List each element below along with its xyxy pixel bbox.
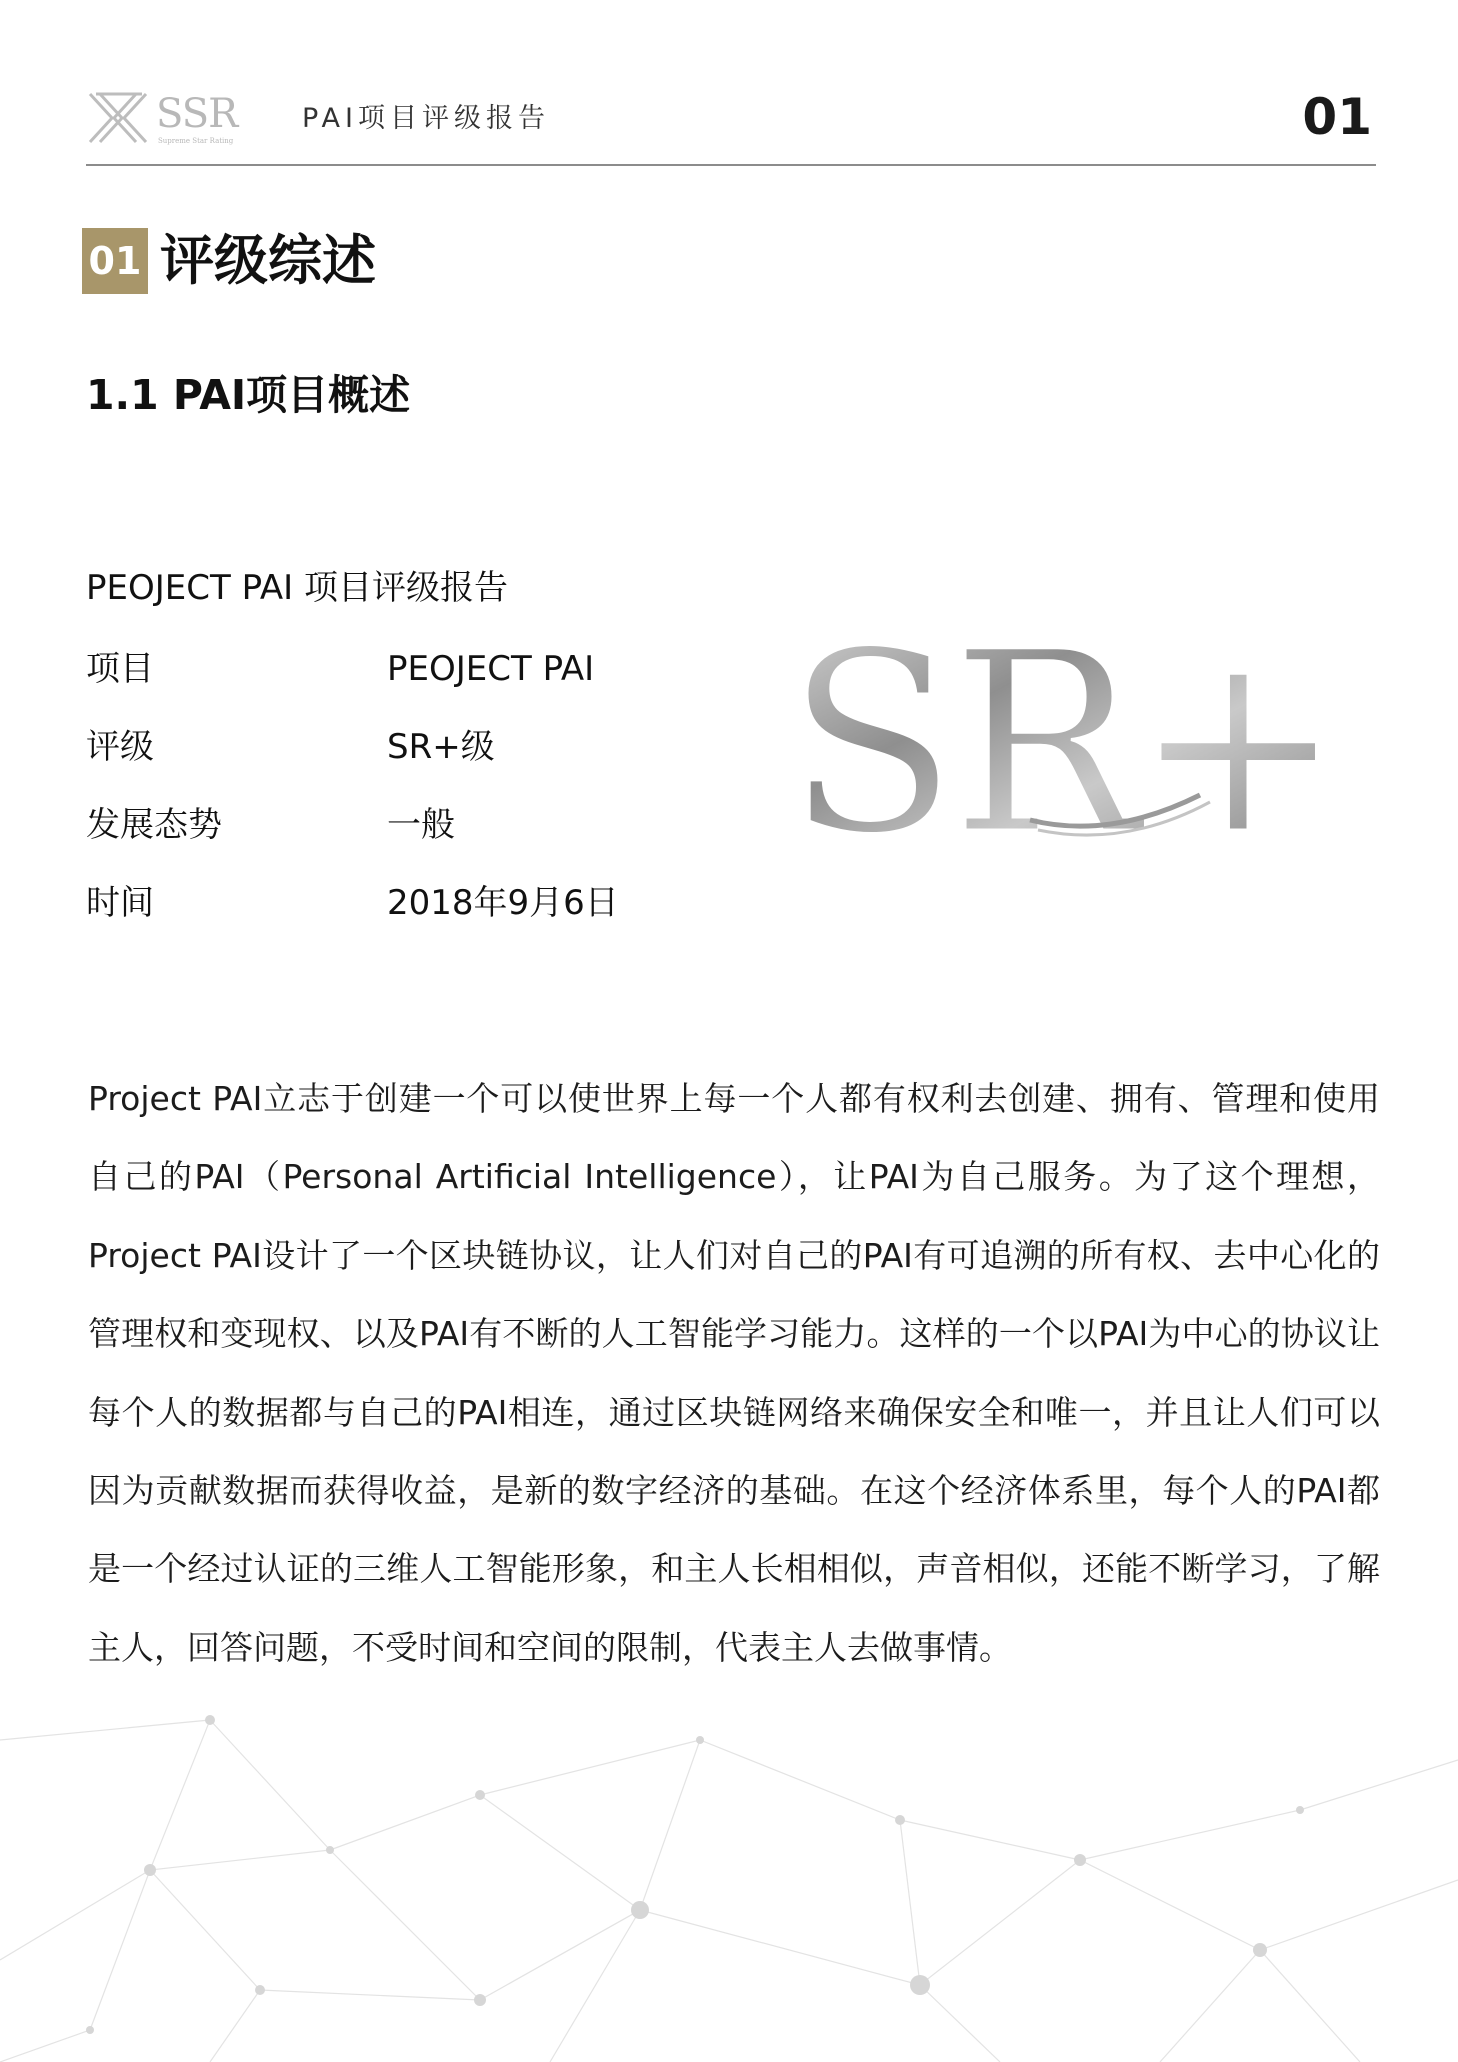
info-row-project (86, 646, 706, 692)
report-title: PAI项目评级报告 (302, 103, 550, 134)
ssr-logo (86, 90, 256, 150)
info-value: 一般 (387, 805, 455, 845)
subsection-title: 1.1 PAI项目概述 (86, 371, 411, 419)
overview-paragraph: Project PAI立志于创建一个可以使世界上每一个人都有权利去创建、拥有、管理和使用自己的PAI（Personal Artificial Intelligence），让PAI为自己服务。为了这个理想，Project PAI设计了一个区块链协议，让人们对自己的PAI有可追溯的所有权、去中心化的管理权和变现权、以及PAI有不断的人工智能学习能力。这样的一个以PAI为中心的协议让每个人的数据都与自己的PAI相连，通过区块链网络来确保安全和唯一，并且让人们可以因为贡献数据而获得收益，是新的数字经济的基础。在这个经济体系里，每个人的PAI都是一个经过认证的三维人工智能形象，和主人长相相似，声音相似，还能不断学习，了解主人，回答问题，不受时间和空间的限制，代表主人去做事情。 (88, 1079, 1380, 1667)
page-number: 01 (1302, 88, 1372, 146)
info-value: 2018年9月6日 (387, 883, 619, 923)
page-header (86, 82, 1376, 168)
logo-subtext: Supreme Star Rating (158, 137, 234, 145)
section-number-badge: 01 (82, 228, 148, 294)
info-label: 评级 (86, 727, 154, 767)
ssr-logo-mark-icon (86, 90, 156, 146)
info-row-trend (86, 802, 706, 848)
info-label: 发展态势 (86, 805, 222, 845)
rating-graphic-text: SR+ (786, 620, 1337, 852)
info-label: 项目 (86, 649, 154, 689)
sr-plus-rating-graphic (780, 620, 1360, 852)
logo-wordmark: SSR (156, 91, 238, 137)
info-value: SR+级 (387, 727, 495, 767)
network-pattern-background (0, 1700, 1458, 2062)
section-title: 评级综述 (160, 229, 376, 292)
info-value: PEOJECT PAI (387, 649, 595, 689)
info-row-rating (86, 724, 706, 770)
info-label: 时间 (86, 883, 154, 923)
info-row-date (86, 880, 706, 926)
info-heading: PEOJECT PAI 项目评级报告 (86, 568, 508, 608)
header-divider (86, 164, 1376, 166)
